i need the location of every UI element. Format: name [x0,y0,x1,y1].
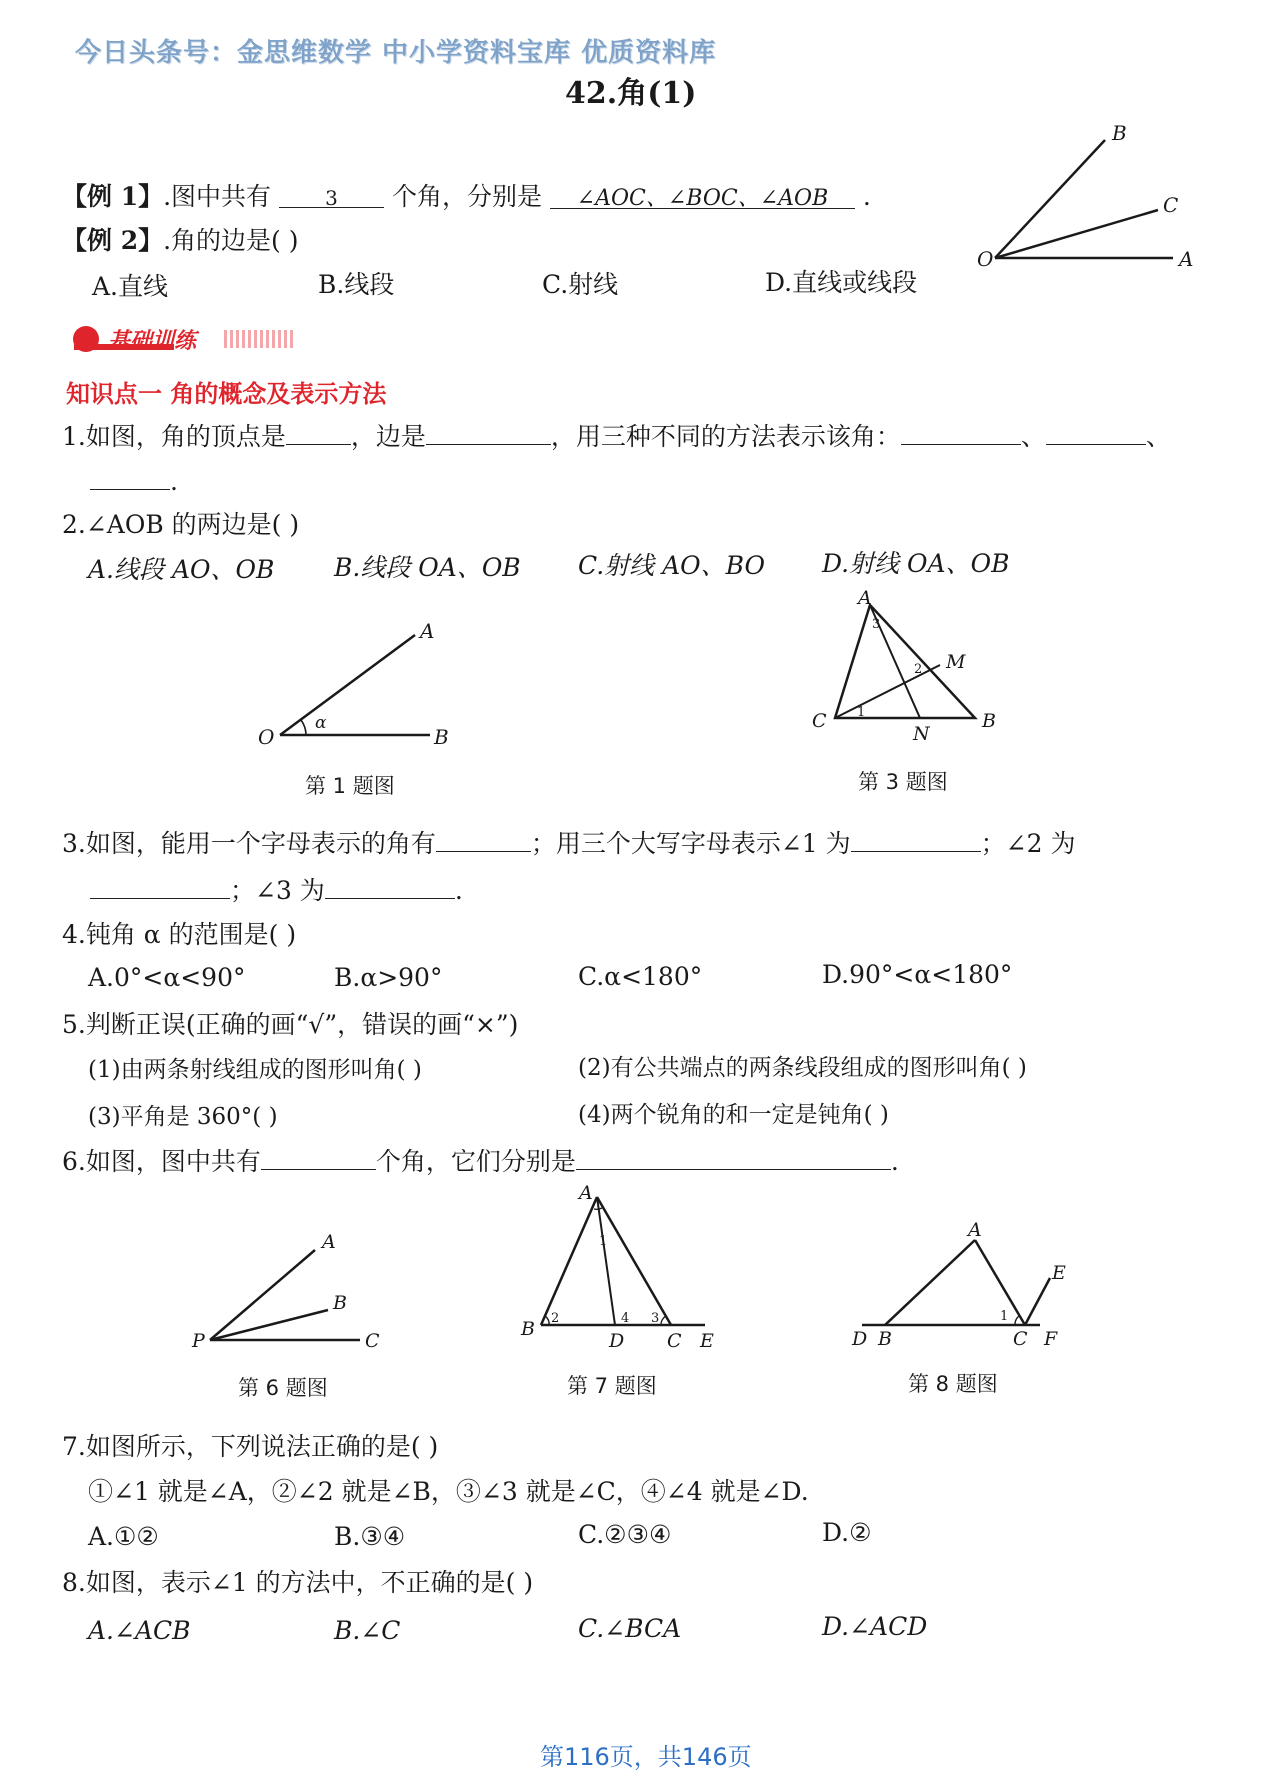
q8-option-b: B.∠C [334,1616,401,1645]
ex2-option-c: C.射线 [542,270,619,299]
fig8-label-b: B [878,1328,892,1350]
fig7-label-d: D [609,1330,625,1352]
q6-text1: 6.如图，图中共有 [62,1147,261,1176]
q2-option-c: C.射线 AO、BO [578,551,766,580]
q5-item-3: (3)平角是 360°( ) [88,1104,278,1130]
q4-option-c: C.α<180° [578,962,703,991]
watermark-header: 今日头条号：金思维数学 中小学资料宝库 优质资料库 [75,38,717,68]
q1-text2: ，边是 [350,422,426,451]
fig7-label-c: C [667,1330,682,1352]
q1-blank-vertex[interactable] [286,420,351,445]
ex2-text: .角的边是( ) [163,226,299,255]
q8-option-d: D.∠ACD [822,1612,928,1641]
fig3-label-b: B [982,710,996,732]
fig8-label-a: A [968,1220,982,1241]
q1-sep2: 、 [1145,422,1171,451]
q5-item-4: (4)两个锐角的和一定是钝角( ) [578,1102,889,1128]
fig-ex-label-o: O [977,247,994,271]
fig7-label-a: A [579,1185,593,1204]
question-1-cont [90,465,178,497]
fig8-label-f: F [1044,1328,1058,1350]
q6-blank-count[interactable] [261,1145,376,1170]
fig3-label-c: C [812,710,827,732]
fig7-angle-4: 4 [621,1311,630,1326]
q4-option-d: D.90°<α<180° [822,960,1013,989]
figure-7-caption: 第 7 题图 [567,1374,657,1398]
q7-option-a: A.①② [88,1522,159,1551]
question-8-stem: 8.如图，表示∠1 的方法中，不正确的是( ) [62,1568,534,1597]
q1-blank-sides[interactable] [426,420,551,445]
example-1 [62,182,871,212]
fig3-label-m: M [946,651,966,673]
ex2-option-a: A.直线 [92,272,169,301]
page-title: 42.角(1) [565,76,697,111]
q3-end: . [454,876,463,905]
q8-option-a: A.∠ACB [88,1616,191,1645]
q6-end: . [890,1147,899,1176]
section-heading: 知识点一 角的概念及表示方法 [66,380,387,408]
question-1 [62,420,1171,452]
fig8-label-c: C [1013,1328,1028,1350]
q3-text1: 3.如图，能用一个字母表示的角有 [62,829,436,858]
example-figure [975,118,1215,278]
fig1-label-b: B [434,725,449,749]
question-5-stem: 5.判断正误(正确的画“√”，错误的画“×”) [62,1010,519,1039]
q5-item-2: (2)有公共端点的两条线段组成的图形叫角( ) [578,1055,1027,1081]
question-4-stem: 4.钝角 α 的范围是( ) [62,920,297,949]
fig8-label-e: E [1052,1262,1066,1284]
fig3-angle-3: 3 [872,617,881,632]
q4-option-a: A.0°<α<90° [88,963,246,992]
fig7-angle-3: 3 [651,1311,660,1326]
q3-text2: ；用三个大写字母表示∠1 为 [530,829,851,858]
figure-6 [190,1230,400,1350]
fig8-label-d: D [852,1328,868,1350]
ex2-label: 【例 2】 [62,226,164,255]
figure-8-caption: 第 8 题图 [908,1372,998,1396]
fig-ex-label-a: A [1179,247,1194,271]
ex1-end: . [862,182,871,211]
question-7-stem: 7.如图所示，下列说法正确的是( ) [62,1432,439,1461]
figure-1 [250,620,470,750]
ex2-option-b: B.线段 [318,270,395,299]
question-2-stem: 2.∠AOB 的两边是( ) [62,510,300,539]
q1-text3: ，用三种不同的方法表示该角： [550,422,901,451]
q7-option-d: D.② [822,1518,872,1547]
figure-3 [800,590,1020,740]
q6-text2: 个角，它们分别是 [375,1147,576,1176]
fig7-angle-1: 1 [599,1234,608,1249]
q4-option-b: B.α>90° [334,963,443,992]
fig1-label-a: A [420,620,435,643]
fig3-label-n: N [913,723,930,740]
q3-blank-3[interactable] [90,874,230,899]
figure-8 [840,1220,1080,1350]
q1-text1: 1.如图，角的顶点是 [62,422,286,451]
ex1-text1: .图中共有 [163,182,272,211]
q3-text3: ；∠2 为 [980,829,1076,858]
ex2-option-d: D.直线或线段 [765,268,918,297]
q1-blank-method3[interactable] [90,465,170,490]
question-3-cont [90,874,463,906]
q8-option-c: C.∠BCA [578,1614,682,1643]
q1-blank-method1[interactable] [901,420,1021,445]
ex1-answer2: ∠AOC、∠BOC、∠AOB [550,184,855,209]
fig7-angle-2: 2 [551,1311,560,1326]
fig7-label-e: E [700,1330,714,1352]
q1-end: . [170,467,178,496]
figure-1-caption: 第 1 题图 [305,774,395,798]
fig6-label-p: P [192,1330,205,1350]
ex1-answer: 3 [279,183,384,208]
fig-ex-label-b: B [1112,121,1127,145]
fig6-label-a: A [322,1231,336,1253]
fig3-angle-1: 1 [857,705,866,720]
section-badge-label: 基础训练 [108,329,197,354]
q7-option-c: C.②③④ [578,1520,672,1549]
q7-option-b: B.③④ [334,1522,406,1551]
q3-blank-4[interactable] [325,874,455,899]
fig3-angle-2: 2 [914,662,923,677]
figure-3-caption: 第 3 题图 [858,770,948,794]
fig6-label-b: B [333,1292,347,1314]
q3-text4: ；∠3 为 [230,876,325,905]
q2-option-d: D.射线 OA、OB [822,549,1010,578]
example-2 [62,226,299,256]
fig6-label-c: C [365,1330,380,1350]
question-6 [62,1145,899,1177]
q1-sep1: 、 [1020,422,1046,451]
fig1-label-o: O [258,725,275,749]
page-counter: 第116页，共146页 [540,1743,752,1771]
figure-6-caption: 第 6 题图 [238,1376,328,1400]
q3-blank-2[interactable] [851,827,981,852]
q6-blank-list[interactable] [576,1145,891,1170]
q3-blank-1[interactable] [436,827,531,852]
section-badge [64,322,304,356]
q2-option-b: B.线段 OA、OB [334,553,521,582]
q2-option-a: A.线段 AO、OB [88,555,275,584]
ex1-label: 【例 1】 [62,182,164,211]
q5-item-1: (1)由两条射线组成的图形叫角( ) [88,1057,422,1083]
ex1-text2: 个角，分别是 [391,182,542,211]
fig7-label-b: B [521,1318,535,1340]
fig1-label-alpha: α [315,713,327,733]
q1-blank-method2[interactable] [1046,420,1146,445]
fig-ex-label-c: C [1163,193,1179,217]
fig3-label-a: A [858,590,872,609]
fig8-angle-1: 1 [1000,1309,1009,1324]
question-3 [62,827,1075,859]
figure-7 [515,1185,735,1355]
q7-statements: ①∠1 就是∠A，②∠2 就是∠B，③∠3 就是∠C，④∠4 就是∠D. [88,1477,809,1506]
